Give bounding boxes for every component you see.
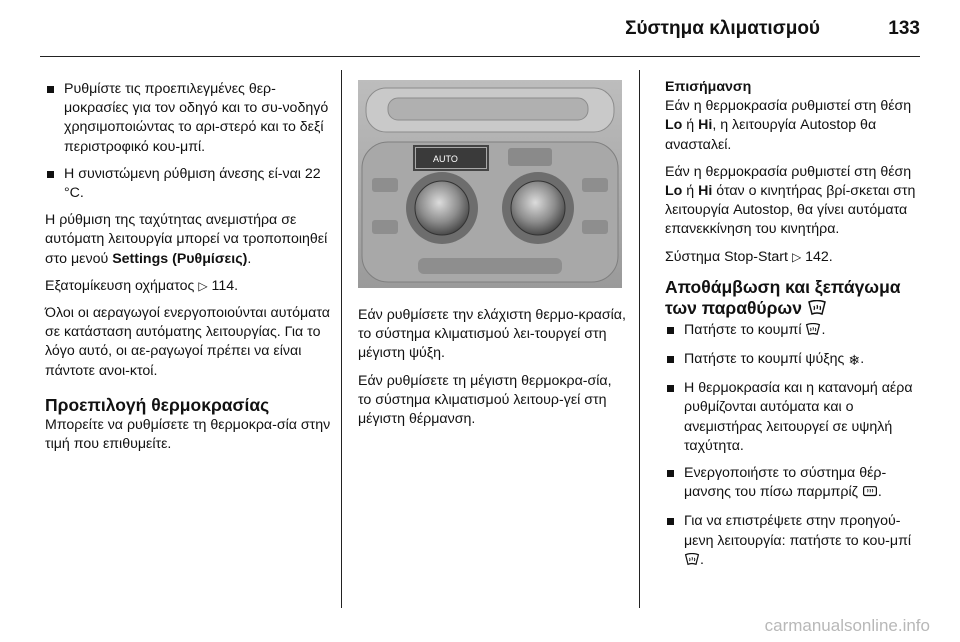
windscreen-defrost-icon: [805, 323, 821, 342]
column-2: [358, 306, 626, 437]
auto-button-label: AUTO: [433, 154, 458, 164]
list-item: Για να επιστρέψετε στην προηγού-μενη λειτουργία: πατήστε το κου-μπί .: [665, 512, 927, 572]
paragraph: Εάν ρυθμίσετε την ελάχιστη θερμο-κρασία, το σύστημα κλιματισμού λει-τουργεί στη μέγιστη ψύξη.: [358, 307, 626, 362]
windscreen-defrost-icon: [807, 300, 827, 321]
list-item: Η θερμοκρασία και η κατανομή αέρα ρυθμίζονται αυτόματα και ο ανεμιστήρας λειτουργεί σε υψηλή ταχύτητα.: [665, 379, 927, 456]
paragraph: Εάν η θερμοκρασία ρυθμιστεί στη θέση Lo ή Hi, η λειτουργία Autostop θα ανασταλεί.: [665, 98, 912, 153]
paragraph: Σύστημα Stop-Start ▷ 142.: [665, 248, 833, 265]
column-1: [45, 80, 331, 462]
list-item: Ενεργοποιήστε το σύστημα θέρ-μανσης του πίσω παρμπρίζ .: [665, 464, 927, 504]
paragraph: Εάν η θερμοκρασία ρυθμιστεί στη θέση Lo ή Hi όταν ο κινητήρας βρί-σκεται στη λειτουργία Autostop, θα γίνει αυτόματα επανεκκίνηση του κινητήρα.: [665, 163, 916, 238]
rear-window-heat-icon: [862, 485, 878, 504]
page-title: Σύστημα κλιματισμού: [625, 18, 820, 39]
bullet-icon: [667, 470, 674, 477]
bullet-icon: [667, 385, 674, 392]
windscreen-defrost-icon: [684, 553, 700, 572]
bullet-icon: [667, 327, 674, 334]
snowflake-icon: ❄: [848, 353, 861, 370]
list-item: Ρυθμίστε τις προεπιλεγμένες θερ-μοκρασίες για τον οδηγό και το συ-νοδηγό χρησιμοποιώντας το αρι-στερό και το δεξί περιστροφικό κου-μπί.: [45, 80, 331, 157]
reference-arrow-icon: ▷: [791, 249, 802, 264]
column-divider-left: [341, 70, 342, 608]
paragraph: Μπορείτε να ρυθμίσετε τη θερμοκρα-σία στην τιμή που επιθυμείτε.: [45, 416, 331, 453]
list-item: Πατήστε το κουμπί .: [665, 321, 927, 342]
paragraph: Εάν ρυθμίσετε τη μέγιστη θερμοκρα-σία, το σύστημα κλιματισμού λειτουρ-γεί στη μέγιστη θέρμανση.: [358, 372, 612, 428]
bullet-icon: [47, 171, 54, 178]
watermark: carmanualsonline.info: [764, 616, 930, 635]
bullet-icon: [667, 518, 674, 525]
section-heading: Αποθάμβωση και ξεπάγωμα των παραθύρων: [665, 277, 927, 321]
list-item: Η συνιστώμενη ρύθμιση άνεσης εί-ναι 22 °C.: [45, 165, 331, 203]
bullet-icon: [47, 86, 54, 93]
paragraph: Εξατομίκευση οχήματος ▷ 114.: [45, 277, 239, 294]
list-item: Πατήστε το κουμπί ψύξης ❄.: [665, 350, 927, 371]
note-heading: Επισήμανση: [665, 79, 752, 95]
paragraph: Όλοι οι αεραγωγοί ενεργοποιούνται αυτόματα σε κατάσταση αυτόματης λειτουργίας. Για το λόγο αυτό, οι αε-ραγωγοί πρέπει να είναι πάντοτε ανοι-κτοί.: [45, 305, 330, 379]
settings-menu-label: Settings (Ρυθμίσεις): [112, 250, 248, 267]
climate-control-photo: [358, 80, 622, 288]
page-header: [0, 14, 960, 50]
bullet-icon: [667, 356, 674, 363]
page-number: 133: [888, 18, 920, 39]
column-3: [665, 78, 927, 580]
header-rule: [40, 56, 920, 57]
reference-arrow-icon: ▷: [198, 278, 208, 293]
section-heading: Προεπιλογή θερμοκρασίας: [45, 394, 270, 415]
column-divider-right: [639, 70, 640, 608]
paragraph: Η ρύθμιση της ταχύτητας ανεμιστήρα σε αυτόματη λειτουργία μπορεί να τροποποιηθεί στο μενού Settings (Ρυθμίσεις).: [45, 212, 328, 267]
